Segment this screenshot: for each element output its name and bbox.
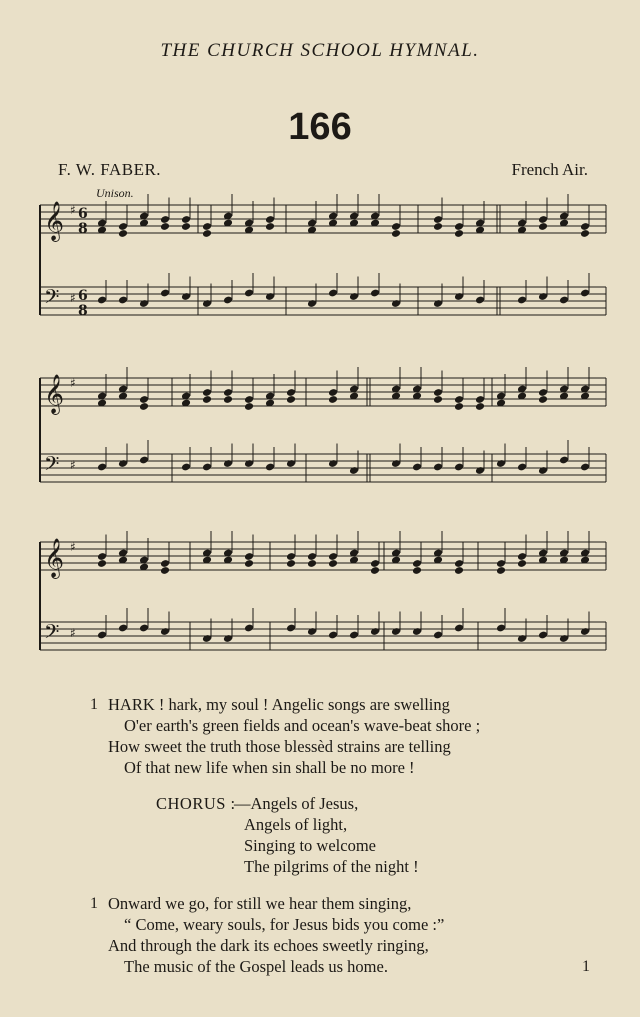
note-head (496, 566, 506, 575)
chorus-line: Singing to welcome (244, 836, 376, 855)
note-head (118, 229, 128, 238)
verse-line: Onward we go, for still we hear them singing, (108, 894, 412, 913)
note-head (181, 222, 191, 231)
verse-number: 1 (90, 895, 98, 912)
note-head (433, 395, 443, 404)
key-signature-sharp: ♯ (70, 458, 76, 472)
key-signature-sharp: ♯ (70, 626, 76, 640)
hymn-number: 166 (288, 106, 352, 148)
treble-clef: 𝄞 (44, 374, 65, 414)
time-signature: 8 (78, 303, 88, 319)
key-signature-sharp: ♯ (70, 376, 76, 390)
running-title: THE CHURCH SCHOOL HYMNAL. (160, 40, 480, 61)
key-signature-sharp: ♯ (70, 291, 76, 305)
note-head (286, 395, 296, 404)
verse-number: 1 (90, 696, 98, 713)
performance-direction: Unison. (96, 186, 134, 200)
chorus-line: Angels of light, (244, 815, 348, 834)
note-head (370, 566, 380, 575)
note-head (160, 222, 170, 231)
chorus-label: CHORUS : (156, 794, 236, 813)
note-head (244, 402, 254, 411)
time-signature: 6 (78, 206, 88, 222)
note-head (454, 566, 464, 575)
verse-line: Of that new life when sin shall be no more ! (124, 758, 415, 777)
verse-line: The music of the Gospel leads us home. (124, 957, 388, 976)
note-head (139, 402, 149, 411)
note-head (391, 229, 401, 238)
time-signature: 8 (78, 221, 88, 237)
note-head (454, 402, 464, 411)
verse-line: And through the dark its echoes sweetly ringing, (108, 936, 429, 955)
verse-line: How sweet the truth those blessèd strains are telling (108, 737, 451, 756)
note-head (538, 222, 548, 231)
chorus-line: —Angels of Jesus, (234, 794, 359, 813)
bass-clef: 𝄢 (44, 620, 60, 648)
verse-line: “ Come, weary souls, for Jesus bids you come :” (124, 915, 445, 934)
note-head (454, 229, 464, 238)
note-head (223, 395, 233, 404)
note-head (265, 222, 275, 231)
note-head (517, 559, 527, 568)
treble-clef: 𝄞 (44, 201, 65, 241)
verse-line: HARK ! hark, my soul ! Angelic songs are swelling (108, 695, 450, 714)
tune-name: French Air. (511, 160, 588, 179)
note-head (97, 559, 107, 568)
note-head (286, 559, 296, 568)
note-head (202, 395, 212, 404)
note-head (433, 222, 443, 231)
time-signature: 6 (78, 288, 88, 304)
page-mark: 1 (582, 958, 590, 975)
key-signature-sharp: ♯ (70, 540, 76, 554)
note-head (580, 229, 590, 238)
note-head (328, 395, 338, 404)
bass-clef: 𝄢 (44, 285, 60, 313)
chorus-line: The pilgrims of the night ! (244, 857, 419, 876)
note-head (412, 566, 422, 575)
note-head (244, 559, 254, 568)
key-signature-sharp: ♯ (70, 203, 76, 217)
note-head (328, 559, 338, 568)
note-head (538, 395, 548, 404)
note-head (160, 566, 170, 575)
author: F. W. FABER. (58, 160, 162, 179)
note-head (475, 402, 485, 411)
treble-clef: 𝄞 (44, 538, 65, 578)
verse-line: O'er earth's green fields and ocean's wave-beat shore ; (124, 716, 481, 735)
note-head (307, 559, 317, 568)
note-head (202, 229, 212, 238)
bass-clef: 𝄢 (44, 452, 60, 480)
